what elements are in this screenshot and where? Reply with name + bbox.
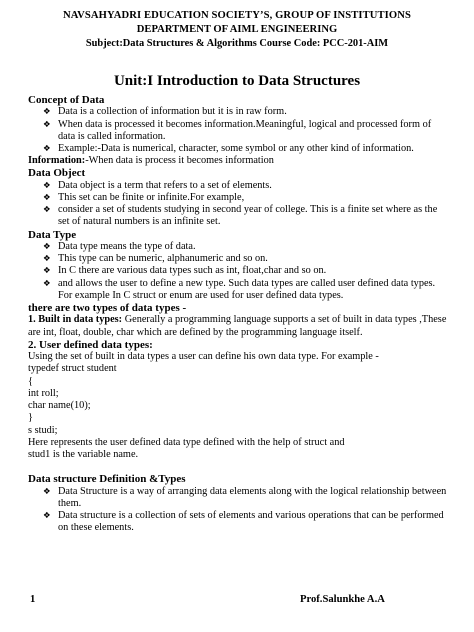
- list-item: [28, 143, 448, 155]
- data-object-bullet-list: [28, 180, 448, 229]
- institution-title: NAVSAHYADRI EDUCATION SOCIETY’S, GROUP OF INSTITUTIONS: [62, 10, 411, 21]
- author-name: Prof.Salunkhe A.A: [300, 594, 385, 605]
- code-line: int roll;: [28, 387, 59, 399]
- code-line: {: [28, 375, 33, 387]
- bullet-text: In C there are various data types such as int, float,char and so on.: [58, 265, 327, 277]
- two-types-heading: there are two types of data types -: [28, 302, 187, 315]
- bullet-text: Data Structure is a way of arranging data elements along with the logical relationship between them.: [58, 485, 447, 509]
- user-defined-text: Using the set of built in data types a user can define his own data type. For example -: [28, 351, 379, 363]
- explanation-line: stud1 is the variable name.: [28, 448, 139, 460]
- bullet-icon: ❖: [43, 486, 51, 497]
- bullet-icon: ❖: [43, 205, 51, 216]
- bullet-icon: ❖: [43, 266, 51, 277]
- explanation-line: Here represents the user defined data type defined with the help of struct and: [28, 436, 345, 448]
- data-type-bullet-list: [28, 241, 448, 302]
- bullet-text: and allows the user to define a new type. Such data types are called user defined data types. For example In C struct or enum are used for user defined data types.: [58, 277, 436, 301]
- concept-bullet-list: [28, 106, 448, 155]
- section-spacer: [28, 461, 448, 473]
- bullet-icon: ❖: [43, 193, 51, 204]
- page-number: 1: [30, 594, 36, 605]
- bullet-icon: ❖: [43, 144, 51, 155]
- bullet-icon: ❖: [43, 278, 51, 289]
- bullet-icon: ❖: [43, 510, 51, 521]
- list-item: [28, 253, 448, 265]
- department-title: DEPARTMENT OF AIML ENGINEERING: [136, 24, 338, 35]
- list-item: [28, 486, 448, 510]
- document-body: [28, 94, 448, 534]
- builtin-label: 1. Built in data types:: [28, 314, 123, 326]
- information-line: [28, 155, 448, 167]
- builtin-text: Generally a programming language supports a set of built in data types ,These are int, float, double, char which are defined by the programming language itself.: [28, 314, 447, 338]
- information-text: -When data is process it becomes information: [85, 155, 274, 167]
- bullet-icon: ❖: [43, 242, 51, 253]
- bullet-text: consider a set of students studying in second year of college. This is a finite set where as the set of natural numbers is an infinite set.: [58, 204, 438, 228]
- list-item: [28, 192, 448, 204]
- bullet-icon: ❖: [43, 254, 51, 265]
- unit-title: Unit:I Introduction to Data Structures: [113, 73, 361, 89]
- list-item: [28, 106, 448, 118]
- user-defined-heading: 2. User defined data types:: [28, 338, 153, 351]
- ds-definition-bullet-list: [28, 486, 448, 535]
- bullet-text: Example:-Data is numerical, character, some symbol or any other kind of information.: [58, 143, 414, 155]
- builtin-paragraph: [28, 314, 448, 338]
- code-line: }: [28, 412, 33, 424]
- list-item: [28, 510, 448, 534]
- bullet-text: When data is processed it becomes information.Meaningful, logical and processed form of data is called information.: [58, 118, 432, 142]
- information-label: Information:: [28, 155, 86, 167]
- bullet-icon: ❖: [43, 107, 51, 118]
- bullet-icon: ❖: [43, 180, 51, 191]
- bullet-text: Data type means the type of data.: [58, 241, 196, 253]
- code-line: s studi;: [28, 424, 58, 436]
- list-item: [28, 119, 448, 143]
- bullet-text: Data object is a term that refers to a set of elements.: [58, 179, 272, 191]
- bullet-icon: ❖: [43, 119, 51, 130]
- code-line: char name(10);: [28, 400, 91, 412]
- list-item: [28, 265, 448, 277]
- list-item: [28, 278, 448, 302]
- bullet-text: Data is a collection of information but it is in raw form.: [58, 106, 287, 118]
- section-heading-concept: Concept of Data: [28, 94, 105, 106]
- list-item: [28, 204, 448, 228]
- section-heading-data-object: Data Object: [28, 167, 86, 180]
- bullet-text: This type can be numeric, alphanumeric and so on.: [58, 253, 268, 265]
- subject-line: Subject:Data Structures & Algorithms Course Code: PCC-201-AIM: [85, 38, 389, 49]
- section-heading-data-type: Data Type: [28, 228, 77, 241]
- list-item: [28, 180, 448, 192]
- list-item: [28, 241, 448, 253]
- code-line: typedef struct student: [28, 363, 117, 375]
- bullet-text: Data structure is a collection of sets of elements and various operations that can be performed on these elements.: [58, 509, 444, 534]
- bullet-text: This set can be finite or infinite.For example,: [58, 192, 245, 204]
- section-heading-ds-definition: Data structure Definition &Types: [28, 473, 186, 486]
